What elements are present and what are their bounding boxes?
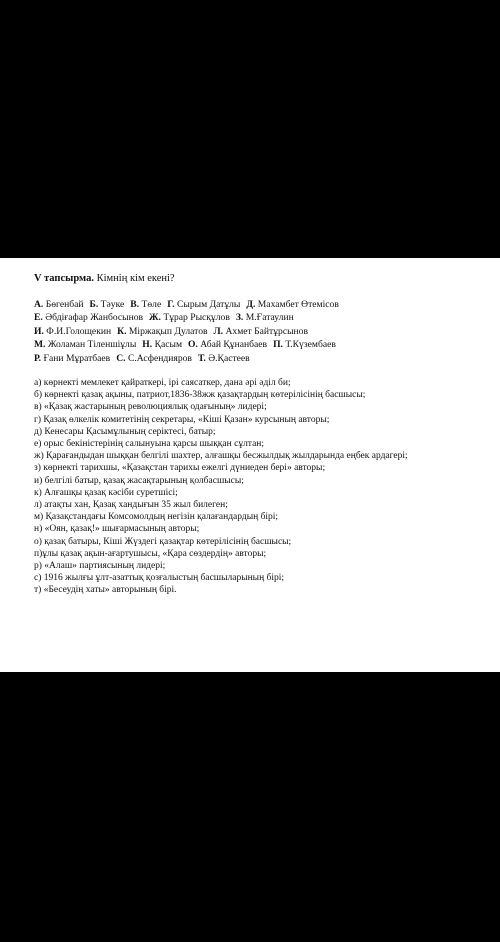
name-text: Ә.Қастеев [208, 352, 250, 364]
name-letter: С. [116, 352, 126, 364]
description-item: м) Қазақстандағы Комсомолдың негізін қалағандардың бірі; [34, 512, 279, 523]
document-page [0, 258, 500, 672]
name-entry [90, 299, 125, 310]
name-text: С.Асфендияров [127, 352, 192, 364]
document-content [34, 272, 496, 597]
name-letter: А. [34, 299, 44, 310]
name-text: М.Ғатаулин [245, 312, 294, 324]
name-letter: З. [235, 312, 244, 324]
name-text: Қасым [154, 339, 183, 351]
name-entry [273, 339, 336, 350]
names-line [34, 338, 496, 351]
task-question: Кімнің кім екені? [96, 273, 175, 284]
description-item: т) «Бесеудің хаты» авторының бірі. [34, 585, 177, 596]
name-letter: Н. [142, 339, 153, 351]
name-entry [188, 339, 267, 350]
name-letter: Ж. [149, 312, 161, 324]
description-item: г) Қазақ өлкелік комитетінің секретары, «Кіші Қазан» курсының авторы; [34, 414, 330, 425]
name-entry [34, 339, 136, 350]
names-line [34, 352, 496, 365]
name-entry [198, 353, 250, 364]
name-entry [149, 312, 230, 323]
name-text: Ахмет Байтұрсынов [225, 325, 308, 337]
names-line [34, 311, 496, 324]
name-letter: Т. [197, 352, 206, 364]
name-text: Сырым Датұлы [177, 299, 241, 310]
description-item: ж) Қарағандыдан шыққан белгілі шахтер, алғашқы бесжылдық жылдарында еңбек ардагері; [34, 451, 408, 462]
description-item: к) Алғашқы қазақ кәсіби суретшісі; [34, 487, 178, 498]
name-letter: И. [34, 325, 44, 337]
description-item: п)ұлы қазақ ақын-ағартушысы, «Қара сөздердің» авторы; [34, 548, 267, 559]
name-entry [214, 326, 308, 337]
description-item: б) көрнекті қазақ ақыны, патриот,1836-38жж қазақтардың көтерілісінің басшысы; [34, 390, 366, 401]
name-text: Тәуке [100, 299, 125, 310]
name-letter: О. [188, 339, 198, 351]
name-text: Т.Күзембаев [285, 339, 336, 351]
descriptions-list [34, 377, 496, 597]
name-entry [34, 312, 143, 323]
name-letter: М. [34, 339, 46, 351]
description-item: е) орыс бекіністерінің салынуына қарсы шыққан сұлтан; [34, 439, 265, 450]
name-text: Ғани Мұратбаев [43, 352, 111, 364]
name-text: Жоламан Тіленшіұлы [47, 339, 137, 351]
name-letter: Р. [34, 352, 42, 364]
name-letter: Е. [34, 312, 43, 324]
name-entry [34, 299, 84, 310]
description-item: с) 1916 жылғы ұлт-азаттық қозғалыстың басшыларының бірі; [34, 573, 285, 584]
name-letter: Б. [89, 299, 99, 310]
description-item: н) «Оян, қазақ!» шығармасының авторы; [34, 524, 200, 535]
name-text: Абай Құнанбаев [200, 339, 268, 351]
name-letter: Л. [213, 325, 224, 337]
task-label: V тапсырма. [34, 273, 94, 284]
description-item: а) көрнекті мемлекет қайраткері, ірі саясаткер, дана әрі әділ би; [34, 378, 291, 389]
name-letter: Г. [167, 299, 175, 310]
description-item: в) «Қазақ жастарының революциялық одағының» лидері; [34, 402, 267, 413]
names-line [34, 298, 496, 311]
description-item: д) Кенесары Қасымұлының серіктесі, батыр; [34, 426, 216, 437]
name-entry [142, 339, 182, 350]
name-text: Әбдіғафар Жанбосынов [45, 312, 144, 324]
name-entry [34, 326, 111, 337]
name-entry [167, 299, 240, 310]
name-entry [246, 299, 339, 310]
name-letter: Д. [246, 299, 256, 310]
name-text: Төле [141, 299, 162, 310]
names-line [34, 325, 496, 338]
description-item: л) атақты хан, Қазақ хандығын 35 жыл билеген; [34, 500, 228, 511]
names-list [34, 298, 496, 365]
name-letter: К. [117, 325, 127, 337]
name-letter: В. [130, 299, 140, 310]
name-letter: П. [273, 339, 283, 351]
name-text: Махамбет Өтемісов [257, 299, 339, 310]
name-entry [130, 299, 161, 310]
name-text: Ф.И.Голощекин [46, 325, 112, 337]
name-entry [117, 326, 207, 337]
name-text: Бөгенбай [45, 299, 84, 310]
name-entry [116, 353, 192, 364]
name-entry [34, 353, 110, 364]
task-title [34, 272, 496, 286]
description-item: з) көрнекті тарихшы, «Қазақстан тарихы ежелгі дүниеден бері» авторы; [34, 463, 326, 474]
description-item: и) белгілі батыр, қазақ жасақтарының қолбасшысы; [34, 475, 244, 486]
name-entry [236, 312, 294, 323]
name-text: Тұрар Рысқұлов [163, 312, 230, 324]
description-item: о) қазақ батыры, Кіші Жүздегі қазақтар көтерілісінің басшысы; [34, 536, 292, 547]
name-text: Міржақып Дулатов [128, 325, 208, 337]
description-item: р) «Алаш» партиясының лидері; [34, 561, 166, 572]
